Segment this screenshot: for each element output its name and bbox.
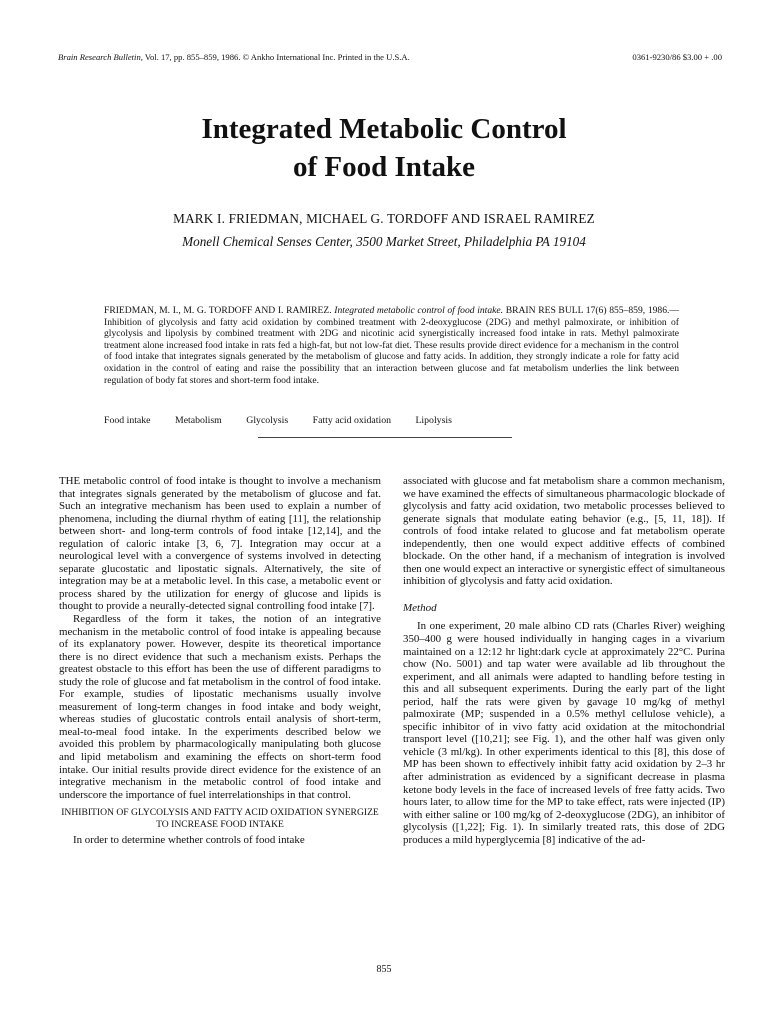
article-title <box>0 110 768 186</box>
title-line-2: of Food Intake <box>292 151 476 183</box>
abstract <box>104 305 679 386</box>
section-heading: INHIBITION OF GLYCOLYSIS AND FATTY ACID OXIDATION SYNERGIZE TO INCREASE FOOD INTAKE <box>61 807 379 830</box>
continued-paragraph: associated with glucose and fat metabolism share a common mechanism, we have examined the effects of simultaneous pharmacologic blockade of glycolysis and fatty acid oxidation, two metabolic processes believed to generate signals that modulate eating behavior (e.g., [5, 11, 18]). If controls of food intake related to glucose and fat metabolism operate independently, then one would expect additive effects of combined blockade. On the other hand, if a mechanism of integration is involved then one would expect an interactive or synergistic effect of simultaneous inhibition of glycolysis and fatty acid oxidation. <box>403 475 725 588</box>
keyword: Glycolysis <box>246 415 289 426</box>
section-paragraph-1: In order to determine whether controls of food intake <box>73 834 305 847</box>
affiliation: Monell Chemical Senses Center, 3500 Market Street, Philadelphia PA 19104 <box>182 234 586 249</box>
keyword: Metabolism <box>174 415 222 426</box>
price-code: 0361-9230/86 $3.00 + .00 <box>632 52 722 62</box>
keyword: Lipolysis <box>415 415 452 426</box>
title-line-1: Integrated Metabolic Control <box>201 113 567 145</box>
intro-paragraph-1: THE metabolic control of food intake is thought to involve a mechanism that integrates signals generated by the metabolism of glucose and fat. Such an integrative mechanism has been used to explain a number of phenomena, including the diurnal rhythm of eating [11], the relationship between short- and long-term controls of food intake [12,14], and the regulation of caloric intake [3, 6, 7]. Integration may occur at a neurological level with a convergence of systems involved in detecting separate glucostatic and lipostatic signals. Alternatively, the site of integration may be at a metabolic level. In this case, a metabolic event or process shared by the utilization for energy of glucose and lipids is thought to provide a neurally-detected signal controlling food intake [7]. <box>59 475 381 613</box>
keywords <box>104 415 679 426</box>
abstract-lead: FRIEDMAN, M. I., M. G. TORDOFF AND I. RAMIREZ. <box>104 305 335 316</box>
citation-details: Vol. 17, pp. 855–859, 1986. © Ankho International Inc. Printed in the U.S.A. <box>142 52 410 62</box>
method-paragraph: In one experiment, 20 male albino CD rats (Charles River) weighing 350–400 g were housed individually in hanging cages in a vivarium maintained on a 12:12 hr light:dark cycle at approximately 22°C. Purina chow (No. 5001) and tap water were available ad lib throughout the experiment, and all animals were adapted to handling before testing in this and all subsequent experiments. During the early part of the light period, half the rats were given by gavage 10 mg/kg of methyl palmoxirate (MP; suspended in a 0.5% methyl cellulose vehicle), a specific inhibitor of in vivo fatty acid oxidation at the mitochondrial transport level ([10,21]; see Fig. 1), and the other half was given only vehicle (3 ml/kg). In other experiments identical to this [8], this dose of MP has been shown to effectively inhibit fatty acid oxidation by 2–3 hr after administration as evidenced by a significant decrease in plasma ketone body levels in the face of increased levels of free fatty acids. Two hours later, to allow time for the MP to take effect, rats were injected (IP) with either saline or 100 mg/kg of 2-deoxyglucose (2DG), an inhibitor of glycolysis ([1,22]; Fig. 1). In similarly treated rats, this dose of 2DG produces a mild hyperglycemia [8] indicative of the ad- <box>403 620 725 846</box>
keyword: Fatty acid oxidation <box>312 415 391 426</box>
page-number: 855 <box>376 964 392 975</box>
abstract-title: Integrated metabolic control of food intake. <box>334 305 504 316</box>
left-column <box>59 475 381 847</box>
abstract-body: BRAIN RES BULL 17(6) 855–859, 1986.—Inhibition of glycolysis and fatty acid oxidation by combined treatment with 2-deoxyglucose (2DG) and methyl palmoxirate, or inhibition of glycolysis and lipolysis by combined treatment with 2DG and nicotinic acid synergistically increased food intake in rats. Methyl palmoxirate treatment alone increased food intake in rats fed a high-fat, but not low-fat diet. These results provide direct evidence for a mechanism in the control of food intake that integrates signals generated by the metabolism of glucose and fatty acids. In addition, they strongly indicate a role for fatty acid oxidation in the control of eating and raise the possibility that an interaction between glucose and fat metabolism underlies the link between regulation of body fat stores and short-term food intake. <box>104 305 679 386</box>
intro-paragraph-2: Regardless of the form it takes, the notion of an integrative mechanism in the metabolic control of food intake is appealing because of its explanatory power. However, despite its theoretical importance there is no direct evidence that such a mechanism exists. Perhaps the greatest obstacle to this effort has been the use of different paradigms to study the role of glucose and fat metabolism in the control of food intake. For example, studies of lipostatic mechanisms usually involve measurement of long-term changes in food intake and body weight, whereas studies of glucostatic controls entail analysis of short-term, meal-to-meal food intake. In the experiments described below we avoided this problem by pharmacologically manipulating both glucose and lipid metabolism and examining the effects on short-term food intake. Our initial results provide direct evidence for the existence of an integrative mechanism in the metabolic control of food intake and underscore the importance of fuel interrelationships in that control. <box>59 613 381 801</box>
keyword: Food intake <box>104 415 151 426</box>
running-header <box>58 52 722 66</box>
right-column <box>403 475 725 846</box>
journal-citation <box>58 52 410 62</box>
method-subheading: Method <box>403 601 437 614</box>
divider <box>258 437 512 438</box>
journal-name: Brain Research Bulletin, <box>58 52 143 62</box>
author-list: MARK I. FRIEDMAN, MICHAEL G. TORDOFF AND ISRAEL RAMIREZ <box>173 211 595 226</box>
